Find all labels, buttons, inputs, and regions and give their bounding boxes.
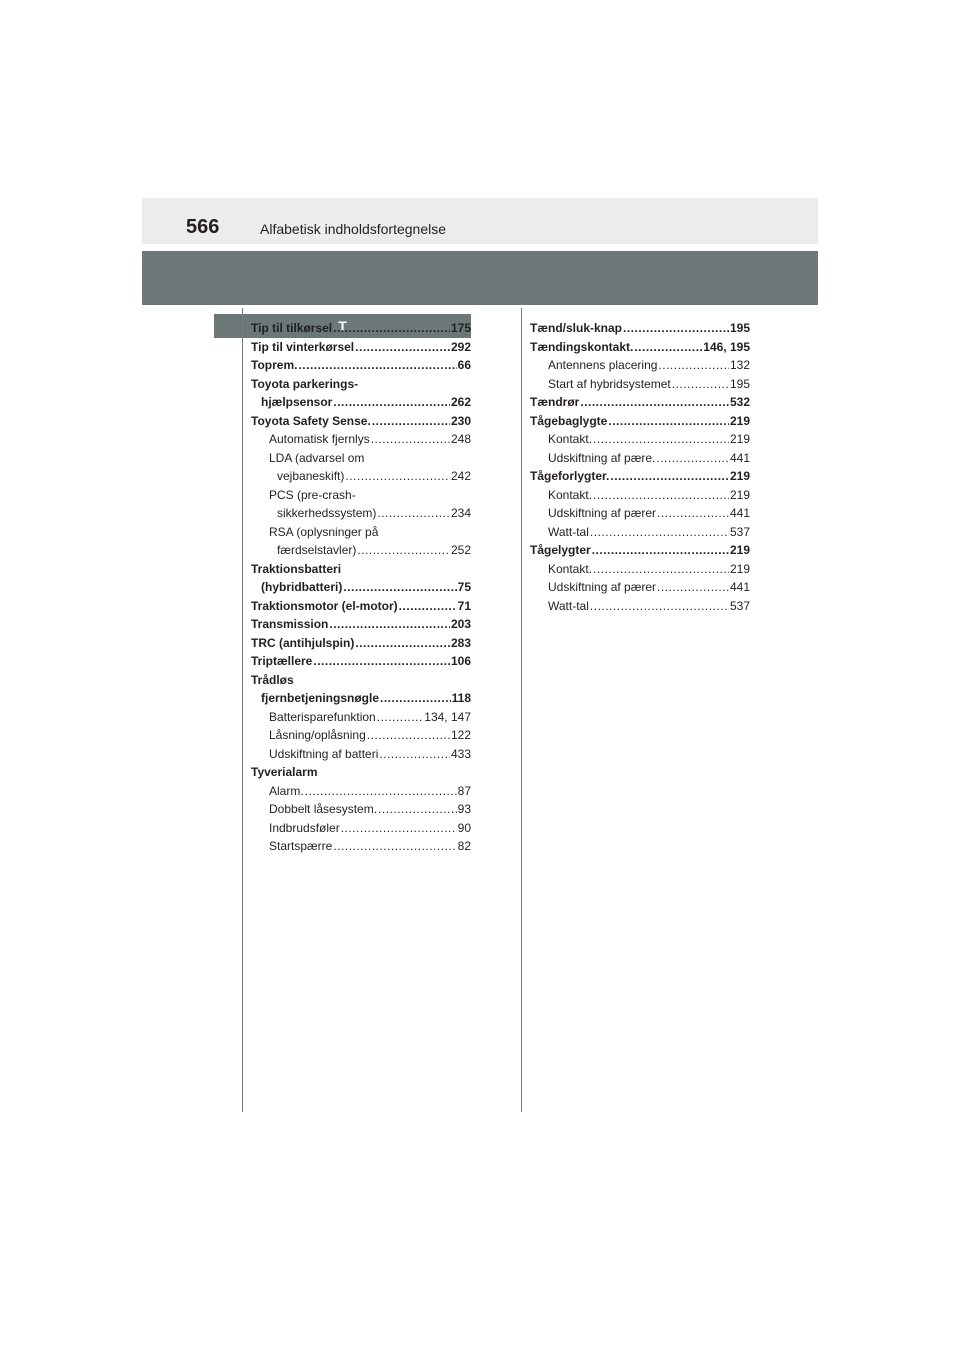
column-divider-right — [521, 308, 522, 1112]
column-divider-left — [242, 308, 243, 1112]
index-entry — [251, 523, 471, 542]
index-entry-name: Tågelygter — [530, 543, 591, 557]
dot-leader — [379, 745, 450, 764]
dot-leader — [592, 541, 729, 560]
index-entry-page: 234 — [450, 506, 471, 520]
index-entry-name: Dobbelt låsesystem. — [269, 802, 378, 816]
index-entry-name: Watt-tal — [548, 598, 589, 613]
index-entry-name: Tændrør — [530, 395, 580, 409]
index-entry — [251, 504, 471, 523]
index-entry-page: 132 — [729, 358, 750, 372]
index-entry-page: 219 — [729, 543, 750, 557]
index-entry-page: 219 — [729, 432, 750, 446]
index-entry — [251, 782, 471, 801]
index-entry-name: sikkerhedssystem) — [277, 506, 377, 520]
index-entry-page: 242 — [450, 469, 471, 483]
index-entry — [251, 338, 471, 357]
index-entry — [251, 467, 471, 486]
dot-leader — [610, 467, 729, 486]
dot-leader — [593, 430, 729, 449]
index-entry-page: 219 — [729, 487, 750, 502]
index-entry — [251, 615, 471, 634]
section-title: Alfabetisk indholdsfortegnelse — [260, 221, 447, 237]
index-letter-tab: T — [214, 314, 471, 338]
index-entry-name: Låsning/oplåsning — [269, 728, 366, 742]
index-entry — [530, 338, 750, 357]
index-entry — [251, 689, 471, 708]
index-entry-page: 87 — [457, 783, 471, 798]
index-entry-page: 203 — [450, 617, 471, 631]
index-entry — [530, 523, 750, 542]
index-entry-name: Kontakt. — [548, 487, 593, 502]
index-entry-name: Toprem. — [251, 358, 298, 372]
index-entry-name: Tip til tilkørsel — [251, 321, 333, 335]
index-entry-page: 146, 195 — [703, 339, 750, 354]
index-column-right — [530, 319, 750, 615]
index-entry — [251, 430, 471, 449]
dot-leader — [378, 800, 457, 819]
index-entry-name: Watt-tal — [548, 524, 589, 539]
index-entry-page: 134, 147 — [424, 709, 471, 724]
dot-leader — [371, 430, 450, 449]
dot-leader — [343, 578, 456, 597]
index-entry-name: LDA (advarsel om — [269, 450, 365, 465]
dot-leader — [593, 560, 729, 579]
dot-leader — [623, 319, 729, 338]
index-entry-name: hjælpsensor — [261, 395, 333, 409]
index-entry-name: Startspærre — [269, 839, 333, 853]
dot-leader — [377, 708, 424, 727]
index-entry — [530, 412, 750, 431]
index-entry-page: 292 — [450, 339, 471, 354]
index-entry — [530, 560, 750, 579]
index-entry — [251, 745, 471, 764]
index-entry-page: 441 — [729, 506, 750, 520]
index-entry-name: Tip til vinterkørsel — [251, 339, 355, 354]
dot-leader — [355, 338, 450, 357]
index-entry-page: 537 — [729, 598, 750, 613]
index-entry-name: Traktionsmotor (el-motor) — [251, 598, 398, 613]
index-entry-name: Udskiftning af pærer — [548, 580, 657, 594]
index-entry-name: RSA (oplysninger på — [269, 524, 379, 539]
dot-leader — [329, 615, 450, 634]
index-entry-page: 283 — [450, 635, 471, 650]
index-entry — [251, 837, 471, 856]
index-entry-name: Triptællere — [251, 654, 313, 668]
dot-leader — [672, 375, 729, 394]
index-entry-page: 195 — [729, 321, 750, 335]
index-entry — [251, 356, 471, 375]
index-entry-name: Traktionsbatteri — [251, 561, 342, 576]
index-entry-name: Toyota parkerings- — [251, 376, 359, 391]
index-entry — [251, 634, 471, 653]
dot-leader — [355, 634, 450, 653]
dot-leader — [377, 504, 450, 523]
index-entry-name: fjernbetjeningsnøgle — [261, 691, 380, 705]
header-strip — [142, 198, 818, 244]
index-entry-name: TRC (antihjulspin) — [251, 635, 355, 650]
index-entry-page: 118 — [451, 691, 471, 705]
index-entry-page: 122 — [450, 728, 471, 742]
index-entry — [530, 578, 750, 597]
index-entry-page: 252 — [450, 543, 471, 557]
dot-leader — [357, 541, 450, 560]
index-entry-page: 219 — [729, 413, 750, 428]
index-entry-name: PCS (pre-crash- — [269, 487, 356, 502]
index-entry — [251, 319, 471, 338]
index-entry-page: 532 — [729, 395, 750, 409]
dot-leader — [657, 504, 729, 523]
index-entry — [251, 819, 471, 838]
index-entry — [251, 541, 471, 560]
index-entry — [530, 449, 750, 468]
index-entry-page: 433 — [450, 746, 471, 761]
index-entry-name: Udskiftning af pærer — [548, 506, 657, 520]
index-entry-name: Tågebaglygte — [530, 413, 608, 428]
index-entry-name: vejbaneskift) — [277, 469, 345, 483]
index-entry — [530, 597, 750, 616]
dot-leader — [656, 449, 729, 468]
header-band — [142, 251, 818, 305]
index-entry — [251, 708, 471, 727]
dot-leader — [380, 689, 451, 708]
index-column-left — [251, 319, 471, 856]
dot-leader — [305, 782, 457, 801]
dot-leader — [657, 578, 729, 597]
index-entry-page: 75 — [457, 580, 471, 594]
dot-leader — [590, 597, 729, 616]
index-entry-name: færdselstavler) — [277, 543, 357, 557]
index-entry-page: 175 — [450, 321, 471, 335]
index-entry-name: (hybridbatteri) — [261, 580, 343, 594]
index-entry-page: 262 — [450, 395, 471, 409]
index-entry-page: 93 — [457, 802, 471, 816]
index-entry-name: Antennens placering — [548, 358, 658, 372]
index-entry — [251, 560, 471, 579]
index-entry-page: 71 — [457, 598, 471, 613]
index-entry-name: Tændingskontakt. — [530, 339, 634, 354]
index-entry — [530, 393, 750, 412]
dot-leader — [399, 597, 457, 616]
index-entry — [530, 375, 750, 394]
index-entry-page: 90 — [457, 820, 471, 835]
dot-leader — [634, 338, 702, 357]
index-entry-page: 441 — [729, 580, 750, 594]
index-entry-page: 106 — [450, 654, 471, 668]
index-entry — [251, 375, 471, 394]
dot-leader — [298, 356, 456, 375]
index-entry-page: 248 — [450, 432, 471, 446]
index-entry — [251, 800, 471, 819]
index-entry-name: Tænd/sluk-knap — [530, 321, 623, 335]
dot-leader — [367, 726, 450, 745]
index-entry — [251, 763, 471, 782]
dot-leader — [313, 652, 450, 671]
index-entry-page: 66 — [457, 358, 471, 372]
index-entry-name: Tyverialarm — [251, 765, 318, 779]
dot-leader — [333, 393, 450, 412]
index-entry-name: Udskiftning af pære. — [548, 450, 656, 465]
index-entry — [530, 504, 750, 523]
index-entry-name: Batterisparefunktion — [269, 709, 376, 724]
dot-leader — [593, 486, 729, 505]
index-entry — [251, 726, 471, 745]
index-entry-name: Indbrudsføler — [269, 820, 340, 835]
index-entry — [251, 393, 471, 412]
index-entry — [530, 356, 750, 375]
index-entry — [251, 578, 471, 597]
index-entry-name: Kontakt. — [548, 561, 593, 576]
index-entry — [251, 486, 471, 505]
index-entry — [530, 467, 750, 486]
dot-leader — [608, 412, 729, 431]
dot-leader — [345, 467, 450, 486]
index-entry — [251, 652, 471, 671]
dot-leader — [580, 393, 729, 412]
index-entry-page: 537 — [729, 524, 750, 539]
index-entry-name: Alarm. — [269, 783, 304, 798]
index-entry-page: 195 — [729, 376, 750, 391]
index-entry — [251, 412, 471, 431]
index-entry — [530, 319, 750, 338]
dot-leader — [658, 356, 729, 375]
index-entry-name: Trådløs — [251, 672, 294, 687]
dot-leader — [333, 837, 456, 856]
dot-leader — [341, 819, 457, 838]
index-entry-name: Udskiftning af batteri — [269, 746, 379, 761]
index-entry-page: 219 — [729, 469, 750, 483]
dot-leader — [333, 319, 450, 338]
index-entry-page: 441 — [729, 450, 750, 465]
index-entry-page: 82 — [457, 839, 471, 853]
index-entry — [251, 597, 471, 616]
index-entry-name: Start af hybridsystemet — [548, 376, 671, 391]
index-entry — [251, 671, 471, 690]
index-entry — [530, 541, 750, 560]
index-entry-name: Toyota Safety Sense. — [251, 413, 371, 428]
dot-leader — [590, 523, 729, 542]
index-entry — [251, 449, 471, 468]
page-number: 566 — [186, 216, 220, 238]
index-entry-name: Automatisk fjernlys — [269, 432, 370, 446]
index-entry-page: 219 — [729, 561, 750, 576]
index-entry-name: Tågeforlygter. — [530, 469, 610, 483]
dot-leader — [372, 412, 450, 431]
index-entry — [530, 486, 750, 505]
index-entry-name: Transmission — [251, 617, 329, 631]
index-entry — [530, 430, 750, 449]
index-entry-page: 230 — [450, 413, 471, 428]
index-entry-name: Kontakt. — [548, 432, 593, 446]
